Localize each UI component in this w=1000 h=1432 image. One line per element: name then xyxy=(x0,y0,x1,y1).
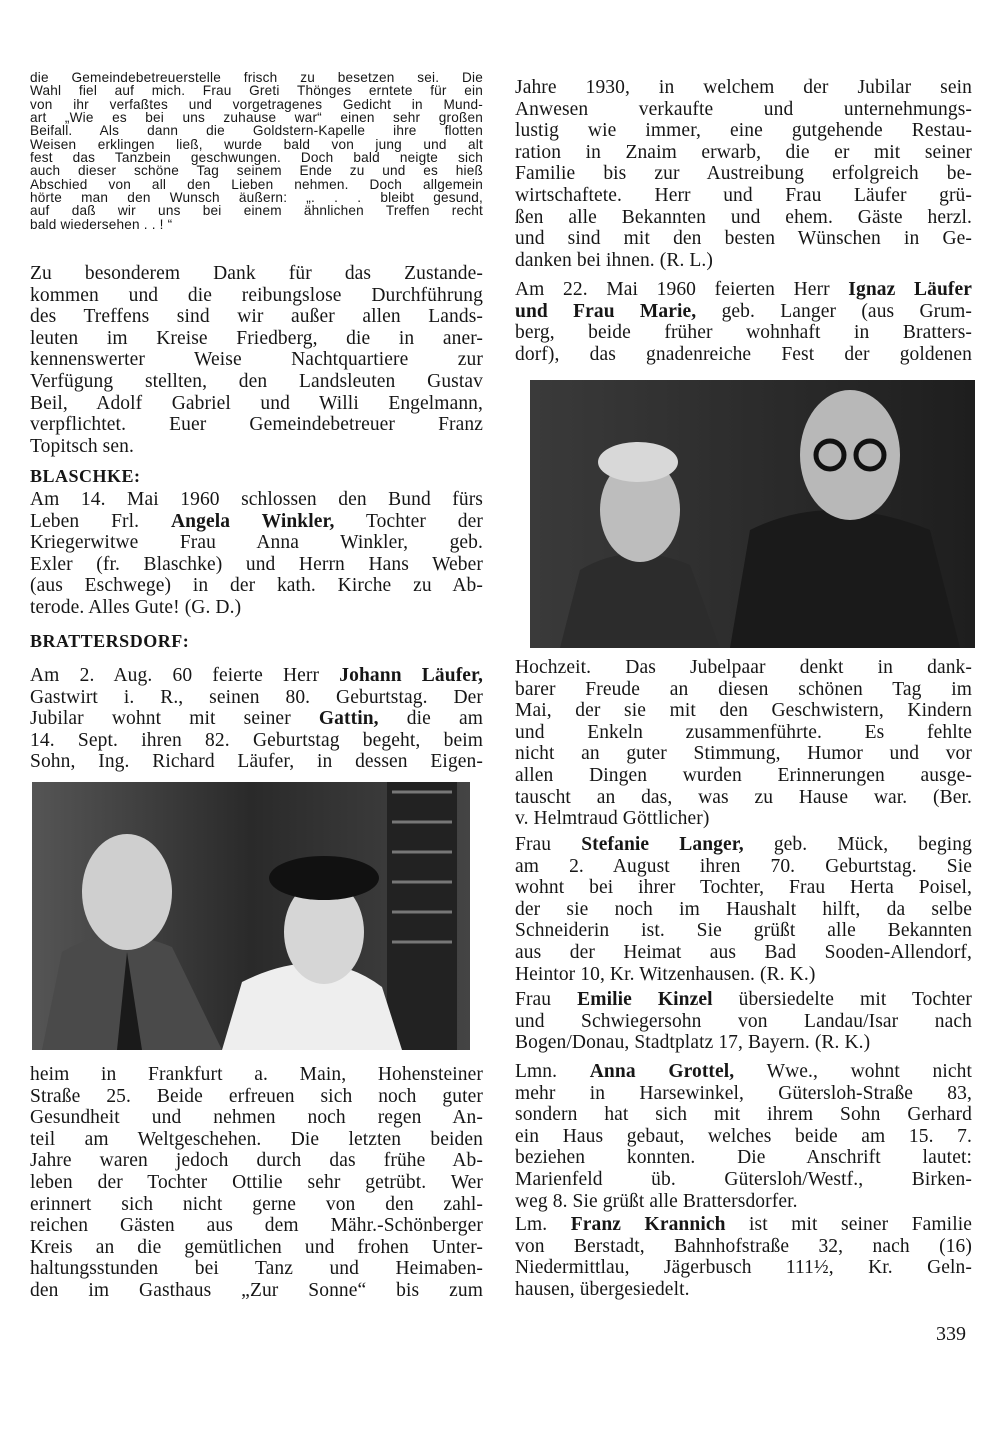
paragraph-emilie-kinzel xyxy=(515,989,972,1054)
bold-name: Anna Grottel, xyxy=(589,1061,735,1082)
text-line: mehr in Harsewinkel, Gütersloh-Straße 83, xyxy=(515,1082,972,1104)
page-number: 339 xyxy=(936,1323,966,1345)
text-line: Anwesen verkaufte und unternehmungs- xyxy=(515,98,972,120)
text-line: Weisen erklingen ließ, wurde bald von jung und alt xyxy=(30,136,483,152)
text-line: Familie bis zur Austreibung erfolgreich be- xyxy=(515,163,972,185)
text-line: fest das Tanzbein geschwungen. Doch bald neigte sich xyxy=(30,150,483,166)
paragraph-golden-wedding xyxy=(515,279,972,365)
bold-name: Franz Krannich xyxy=(570,1214,726,1235)
paragraph-anna-grottel xyxy=(515,1061,972,1212)
text-line: Niedermittlau, Jägerbusch 111½, Kr. Geln- xyxy=(515,1257,972,1279)
text-line: weg 8. Sie grüßt alle Brattersdorfer. xyxy=(515,1190,798,1212)
text-line: Marienfeld üb. Gütersloh/Westf., Birken- xyxy=(515,1168,972,1190)
text-line: Am 2. Aug. 60 feierte Herr Johann Läufer, xyxy=(30,665,483,686)
text-line: auf daß wir uns bei einem ähnlichen Treffen recht xyxy=(30,203,483,219)
text-line: danken bei ihnen. (R. L.) xyxy=(515,249,713,271)
text-line: von ihr verfaßtes und vorgetragenes Gedicht in Mund- xyxy=(30,96,483,112)
thanks-paragraph xyxy=(30,263,483,457)
text-line: nicht an guter Stimmung, Humor und vor xyxy=(515,743,972,765)
text-line: (aus Eschwege) in der kath. Kirche zu Ab- xyxy=(30,575,483,597)
text-line: bald wiedersehen . . ! “ xyxy=(30,216,173,232)
text-line: Abschied von all den Lieben nehmen. Doch allgemein xyxy=(30,176,483,192)
text-line: Straße 25. Beide erfreuen sich noch guter xyxy=(30,1085,483,1107)
text-line: Am 22. Mai 1960 feierten Herr Ignaz Läufer xyxy=(515,279,972,300)
text-line: am 2. August ihren 70. Geburtstag. Sie xyxy=(515,855,972,877)
bold-name: Emilie Kinzel xyxy=(577,989,713,1010)
bold-name: Gattin, xyxy=(318,708,379,730)
text-line: Gesundheit und nehmen noch regen An- xyxy=(30,1107,483,1129)
text-line: berg, beide früher wohnhaft in Bratters- xyxy=(515,322,972,344)
text-line: Jubilar wohnt mit seiner Gattin, die am xyxy=(30,708,483,730)
text-line: Jahre 1930, in welchem der Jubilar sein xyxy=(515,77,972,98)
text-line: Bogen/Donau, Stadtplatz 17, Bayern. (R. K.) xyxy=(515,1032,871,1054)
brattersdorf-paragraph xyxy=(30,665,483,773)
photo-ignaz-and-marie-laeufer xyxy=(530,380,975,648)
paragraph-laeufer-restaurant xyxy=(515,77,972,271)
text-line: beziehen konnten. Die Anschrift lautet: xyxy=(515,1147,972,1169)
text-line: verpflichtet. Euer Gemeindebetreuer Franz xyxy=(30,414,483,436)
text-line: Kriegerwitwe Frau Anna Winkler, geb. xyxy=(30,532,483,554)
text-line: Topitsch sen. xyxy=(30,435,134,457)
bold-name: Ignaz Läufer xyxy=(848,279,972,300)
text-line: Frau Stefanie Langer, geb. Mück, beging xyxy=(515,834,972,855)
text-line: leuten im Kreise Friedberg, die in aner- xyxy=(30,327,483,349)
text-line: haltungsstunden bei Tanz und Heimaben- xyxy=(30,1258,483,1280)
text-line: Am 14. Mai 1960 schlossen den Bund fürs xyxy=(30,489,483,510)
text-line: kommen und die reibungslose Durchführung xyxy=(30,284,483,306)
text-line: und Enkeln zusammenführte. Es fehlte xyxy=(515,721,972,743)
text-line: hausen, übergesiedelt. xyxy=(515,1278,690,1300)
text-line: sondern hat sich mit ihrem Sohn Gerhard xyxy=(515,1104,972,1126)
text-line: 14. Sept. ihren 82. Geburtstag begeht, beim xyxy=(30,729,483,751)
text-line: barer Freude an diesen schönen Tag im xyxy=(515,678,972,700)
text-line: Sohn, Ing. Richard Läufer, in dessen Eigen- xyxy=(30,751,483,773)
text-line: Beil, Adolf Gabriel und Willi Engelmann, xyxy=(30,392,483,414)
text-line: Heintor 10, Kr. Witzenhausen. (R. K.) xyxy=(515,963,816,985)
text-line: ration in Znaim erwarb, die er mit seiner xyxy=(515,141,972,163)
bold-name: Johann Läufer, xyxy=(339,665,483,686)
text-line: Jahre waren jedoch durch das frühe Ab- xyxy=(30,1150,483,1172)
text-line: Verfügung stellten, den Landsleuten Gustav xyxy=(30,370,483,392)
text-line: Zu besonderem Dank für das Zustande- xyxy=(30,263,483,284)
text-line: lustig wie immer, eine gutgehende Restau- xyxy=(515,120,972,142)
text-line: die Gemeindebetreuerstelle frisch zu besetzen sei. Die xyxy=(30,70,483,85)
blaschke-paragraph xyxy=(30,489,483,619)
text-line: Leben Frl. Angela Winkler, Tochter der xyxy=(30,510,484,532)
text-line: auch dieser schöne Tag seinem Ende zu und es hieß xyxy=(30,163,483,179)
text-line: leben der Tochter Ottilie sehr getrübt. Wer xyxy=(30,1171,483,1193)
bold-name: Angela Winkler, xyxy=(170,510,335,532)
text-line: v. Helmtraud Göttlicher) xyxy=(515,808,710,830)
text-line: Lmn. Anna Grottel, Wwe., wohnt nicht xyxy=(515,1061,972,1082)
text-line: und Frau Marie, geb. Langer (aus Grum- xyxy=(515,300,972,322)
text-line: hörte man den Wunsch äußern: „. . . bleibt gesund, xyxy=(30,190,483,206)
text-line: Hochzeit. Das Jubelpaar denkt in dank- xyxy=(515,657,972,678)
bold-name: und Frau Marie, xyxy=(515,300,697,322)
text-line: tauscht an das, was zu Hause war. (Ber. xyxy=(515,786,972,808)
paragraph-franz-krannich xyxy=(515,1214,972,1300)
text-line: ßen alle Bekannten und ehem. Gäste herzl. xyxy=(515,206,972,228)
intro-paragraph xyxy=(30,71,483,231)
text-line: kennenswerter Weise Nachtquartiere zur xyxy=(30,349,483,371)
text-line: Frau Emilie Kinzel übersiedelte mit Tochter xyxy=(515,989,972,1010)
text-line: Schneiderin ist. Sie grüßt alle Bekannten xyxy=(515,920,972,942)
text-line: Kreis an die gemütlichen und frohen Unter- xyxy=(30,1236,483,1258)
text-line: und sind mit den besten Wünschen in Ge- xyxy=(515,228,972,250)
text-line: terode. Alles Gute! (G. D.) xyxy=(30,596,242,618)
text-line: wirtschaftete. Herr und Frau Läufer grü- xyxy=(515,184,972,206)
text-line: und Schwiegersohn von Landau/Isar nach xyxy=(515,1010,972,1032)
text-line: ein Haus gebaut, welches beide am 15. 7. xyxy=(515,1125,972,1147)
text-line: aus der Heimat aus Bad Sooden-Allendorf, xyxy=(515,941,972,963)
text-line: Exler (fr. Blaschke) und Herrn Hans Weber xyxy=(30,553,483,575)
section-heading-blaschke: BLASCHKE: xyxy=(30,466,141,486)
text-line: art „Wie es bei uns zuhause war“ einen sehr großen xyxy=(30,110,483,126)
text-line: den im Gasthaus „Zur Sonne“ bis zum xyxy=(30,1279,483,1301)
text-line: des Treffens sind wir außer allen Lands- xyxy=(30,306,483,328)
paragraph-celebration xyxy=(515,657,972,830)
text-line: von Berstadt, Bahnhofstraße 32, nach (16) xyxy=(515,1235,972,1257)
continuation-paragraph xyxy=(30,1064,483,1302)
text-line: Gastwirt i. R., seinen 80. Geburtstag. Der xyxy=(30,686,483,708)
text-line: Wahl fiel auf mich. Frau Greti Thönges erntete für ein xyxy=(30,83,483,99)
text-line: teil am Weltgeschehen. Die letzten beiden xyxy=(30,1128,483,1150)
text-line: wohnt bei ihrer Tochter, Frau Herta Poisel, xyxy=(515,877,972,899)
text-line: Beifall. Als dann die Goldstern-Kapelle ihre flotten xyxy=(30,123,483,139)
section-heading-brattersdorf: BRATTERSDORF: xyxy=(30,631,190,651)
photo-johann-laeufer-and-wife xyxy=(32,782,470,1050)
text-line: dorf), das gnadenreiche Fest der goldenen xyxy=(515,343,972,365)
text-line: reichen Gästen aus dem Mähr.-Schönberger xyxy=(30,1215,483,1237)
text-line: Mai, der sie mit den Geschwistern, Kindern xyxy=(515,700,972,722)
text-line: erinnert sich nicht gerne von den zahl- xyxy=(30,1193,483,1215)
text-line: allen Dingen wurden Erinnerungen ausge- xyxy=(515,764,972,786)
bold-name: Stefanie Langer, xyxy=(581,834,744,855)
text-line: Lm. Franz Krannich ist mit seiner Familie xyxy=(515,1214,972,1235)
text-line: der sie noch im Haushalt hilft, da selbe xyxy=(515,898,972,920)
text-line: heim in Frankfurt a. Main, Hohensteiner xyxy=(30,1064,483,1085)
paragraph-stefanie-langer xyxy=(515,834,972,985)
